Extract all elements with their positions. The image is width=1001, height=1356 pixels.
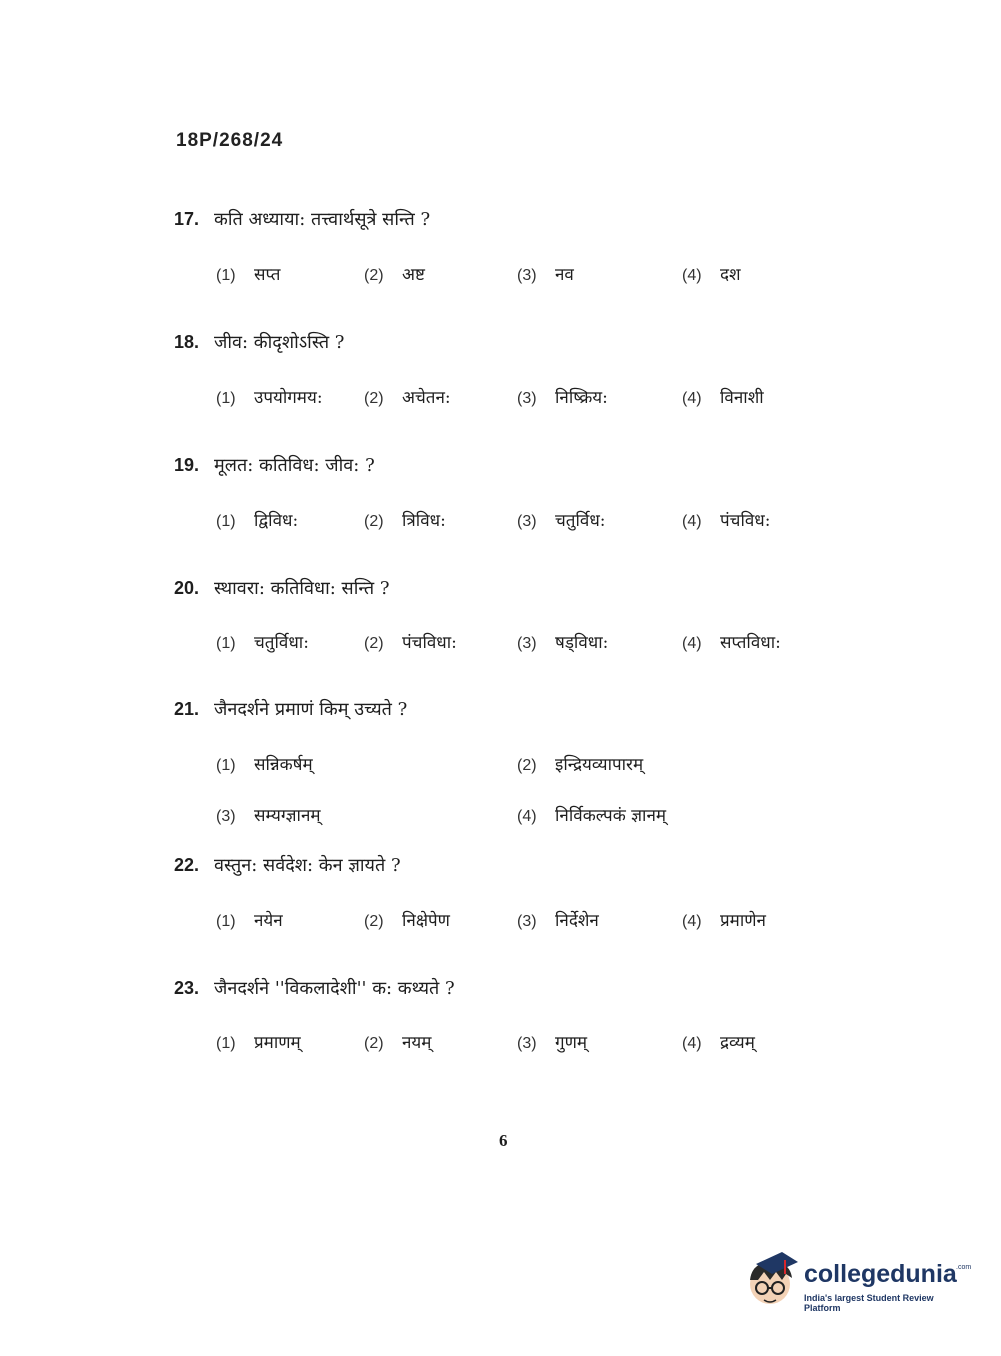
question-number: 17. [174, 209, 200, 229]
option: (3) षड्विधा: [517, 633, 609, 653]
question-text: वस्तुन: सर्वदेश: केन ज्ञायते ? [214, 855, 401, 876]
question-text: जैनदर्शने ''विकलादेशी'' क: कथ्यते ? [214, 978, 455, 999]
option: (1) सन्निकर्षम् [216, 755, 313, 775]
option: (4) प्रमाणेन [682, 911, 766, 931]
question-number: 20. [174, 578, 200, 598]
option: (4) विनाशी [682, 388, 764, 408]
logo-tagline: India's largest Student Review Platform [804, 1293, 934, 1313]
collegedunia-logo [742, 1250, 972, 1312]
option: (2) त्रिविध: [364, 511, 446, 531]
option: (1) नयेन [216, 911, 283, 931]
option: (2) इन्द्रियव्यापारम् [517, 755, 644, 775]
option: (3) चतुर्विध: [517, 511, 606, 531]
option: (3) गुणम् [517, 1033, 588, 1053]
question-21 [174, 697, 407, 721]
mascot-icon [742, 1250, 800, 1310]
question-text: स्थावरा: कतिविधा: सन्ति ? [214, 578, 390, 599]
option: (4) द्रव्यम् [682, 1033, 755, 1053]
option: (1) प्रमाणम् [216, 1033, 301, 1053]
option: (1) चतुर्विधा: [216, 633, 309, 653]
option: (1) द्विविध: [216, 511, 299, 531]
option: (3) निर्देशेन [517, 911, 599, 931]
page-number: 6 [499, 1131, 508, 1150]
logo-domain-suffix: .com [956, 1264, 972, 1271]
option: (4) पंचविध: [682, 511, 771, 531]
option: (1) उपयोगमय: [216, 388, 323, 408]
option: (4) सप्तविधा: [682, 633, 781, 653]
option: (2) अष्ट [364, 265, 425, 285]
option: (2) अचेतन: [364, 388, 451, 408]
option: (2) पंचविधा: [364, 633, 457, 653]
option: (4) दश [682, 265, 741, 285]
question-text: मूलत: कतिविध: जीव: ? [214, 455, 375, 476]
question-text: कति अध्याया: तत्त्वार्थसूत्रे सन्ति ? [214, 209, 431, 230]
question-number: 23. [174, 978, 200, 998]
option: (4) निर्विकल्पकं ज्ञानम् [517, 806, 667, 826]
option: (2) नयम् [364, 1033, 432, 1053]
option: (3) नव [517, 265, 574, 285]
question-number: 21. [174, 699, 200, 719]
logo-wordmark: collegedunia [804, 1260, 957, 1288]
question-23 [174, 976, 455, 1000]
question-number: 22. [174, 855, 200, 875]
question-19 [174, 453, 375, 477]
option: (2) निक्षेपेण [364, 911, 450, 931]
paper-code: 18P/268/24 [176, 130, 284, 151]
option: (1) सप्त [216, 265, 281, 285]
option: (3) सम्यग्ज्ञानम् [216, 806, 321, 826]
question-22 [174, 853, 401, 877]
question-text: जीव: कीदृशोऽस्ति ? [214, 332, 345, 353]
question-number: 19. [174, 455, 200, 475]
option: (3) निष्क्रिय: [517, 388, 608, 408]
question-number: 18. [174, 332, 200, 352]
question-17 [174, 207, 430, 231]
question-20 [174, 576, 390, 600]
question-18 [174, 330, 344, 354]
question-text: जैनदर्शने प्रमाणं किम् उच्यते ? [214, 699, 408, 720]
